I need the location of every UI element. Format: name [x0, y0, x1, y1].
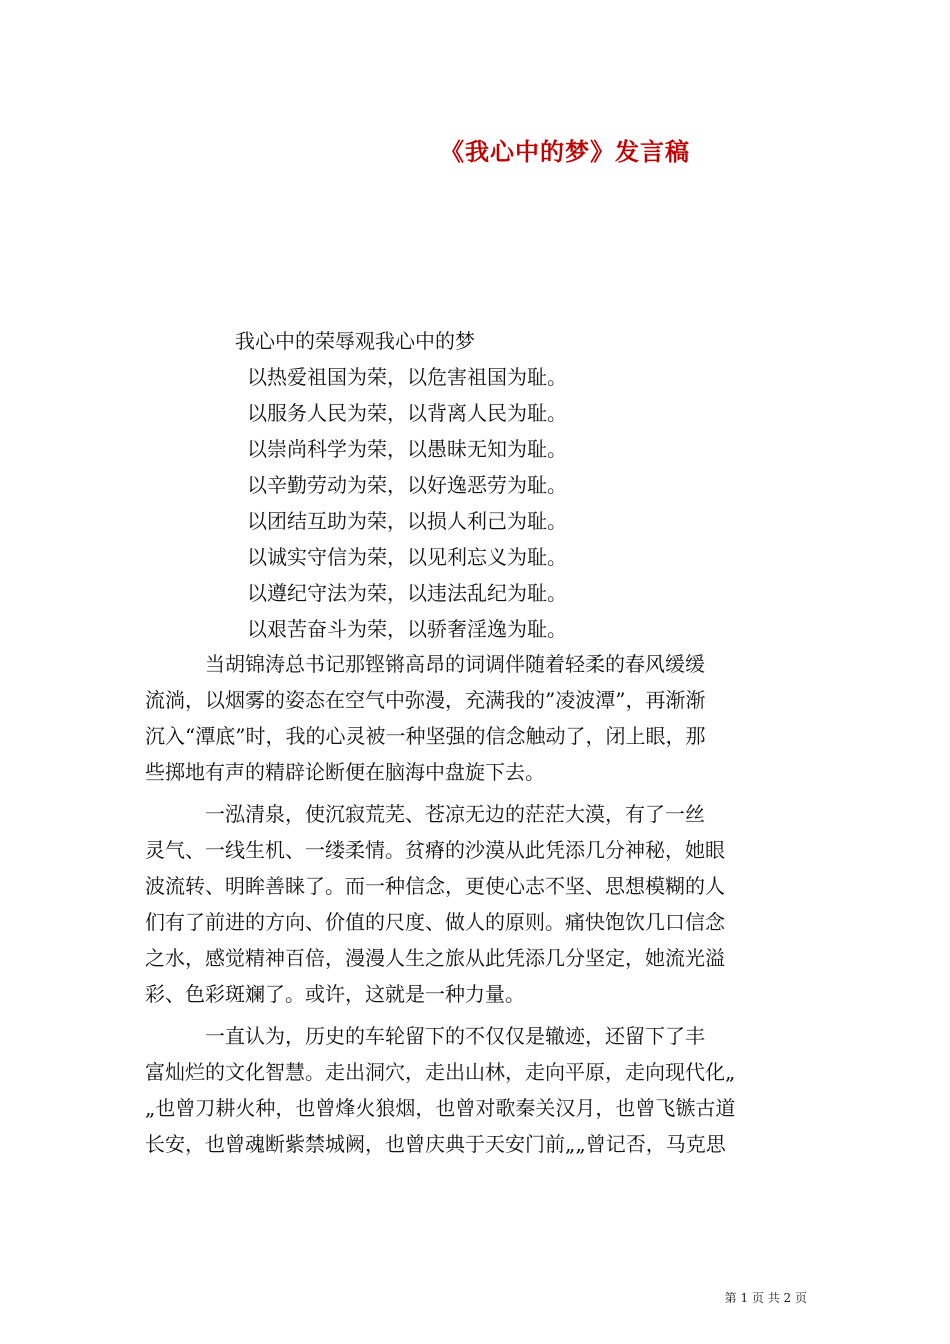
motto-line: 以辛勤劳动为荣，以好逸恶劳为耻。	[247, 473, 567, 497]
subtitle: 我心中的荣辱观我心中的梦	[235, 329, 475, 353]
document-title: 《我心中的梦》发言稿	[440, 138, 690, 166]
paragraph-line: 流淌，以烟雾的姿态在空气中弥漫，充满我的”凌波潭”，再渐渐	[145, 688, 706, 712]
body-paragraph	[145, 796, 810, 1012]
paragraph-line: 长安，也曾魂断紫禁城阙，也曾庆典于天安门前„„曾记否，马克思	[145, 1132, 726, 1156]
paragraph-line: 波流转、明眸善睐了。而一种信念，更使心志不坚、思想模糊的人	[145, 874, 725, 898]
paragraph-line: „也曾刀耕火种，也曾烽火狼烟，也曾对歌秦关汉月，也曾飞镞古道	[145, 1096, 736, 1120]
paragraph-line: 一泓清泉，使沉寂荒芜、苍凉无边的茫茫大漠，有了一丝	[145, 802, 705, 826]
paragraph-line: 富灿烂的文化智慧。走出洞穴，走出山林，走向平原，走向现代化„	[145, 1060, 736, 1084]
page-footer: 第 1 页 共 2 页	[724, 1291, 807, 1305]
paragraph-line: 灵气、一线生机、一缕柔情。贫瘠的沙漠从此凭添几分神秘，她眼	[145, 838, 725, 862]
motto-line: 以崇尚科学为荣，以愚昧无知为耻。	[247, 437, 567, 461]
paragraph-line: 些掷地有声的精辟论断便在脑海中盘旋下去。	[145, 760, 545, 784]
paragraph-line: 们有了前进的方向、价值的尺度、做人的原则。痛快饱饮几口信念	[145, 910, 725, 934]
body-paragraph	[145, 646, 810, 790]
motto-line: 以艰苦奋斗为荣，以骄奢淫逸为耻。	[247, 617, 567, 641]
paragraph-line: 一直认为，历史的车轮留下的不仅仅是辙迹，还留下了丰	[145, 1024, 705, 1048]
motto-line: 以团结互助为荣，以损人利己为耻。	[247, 509, 567, 533]
paragraph-line: 彩、色彩斑斓了。或许，这就是一种力量。	[145, 982, 525, 1006]
motto-line: 以遵纪守法为荣，以违法乱纪为耻。	[247, 581, 567, 605]
body-paragraph	[145, 1018, 810, 1162]
motto-line: 以热爱祖国为荣，以危害祖国为耻。	[247, 365, 567, 389]
motto-line: 以诚实守信为荣，以见利忘义为耻。	[247, 545, 567, 569]
paragraph-line: 当胡锦涛总书记那铿锵高昂的词调伴随着轻柔的春风缓缓	[145, 652, 705, 676]
paragraph-line: 之水，感觉精神百倍，漫漫人生之旅从此凭添几分坚定，她流光溢	[145, 946, 725, 970]
motto-line: 以服务人民为荣，以背离人民为耻。	[247, 401, 567, 425]
paragraph-line: 沉入“潭底”时，我的心灵被一种坚强的信念触动了，闭上眼，那	[145, 724, 706, 748]
